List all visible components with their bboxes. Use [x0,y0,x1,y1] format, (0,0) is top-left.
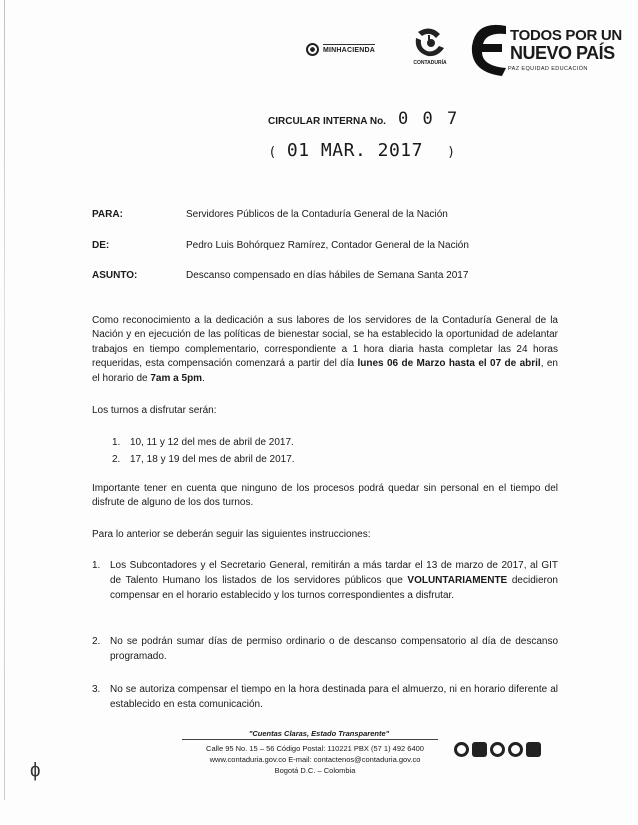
logo-tagline: PAZ EQUIDAD EDUCACIÓN [508,66,588,72]
intro-text-end: . [202,372,205,384]
date-close-paren-icon: ) [448,145,454,160]
list-item [112,451,295,468]
instruction-2 [92,634,558,664]
turnos-intro: Los turnos a disfrutar serán: [92,405,217,416]
seal-icon [306,43,319,56]
para-row [92,209,448,220]
para-value: Servidores Públicos de la Contaduría General de la Nación [186,209,448,220]
de-label: DE: [92,240,110,251]
list-item-number: 2. [112,454,121,465]
certification-seal-icon [508,742,523,757]
certification-badge-icon [526,742,541,757]
instr1-text-start: Los Subcontadores y el Secretario General, remitirán a más tardar el 13 de marzo de 2017, al GIT de Talento Humano los listados de los servidores públicos que [110,560,558,586]
footer-slogan: "Cuentas Claras, Estado Transparente" [248,729,390,738]
footer-address: Calle 95 No. 15 – 56 Código Postal: 110221 PBX (57 1) 492 6400 [206,744,424,753]
logo-line-2: NUEVO PAÍS [510,43,615,63]
asunto-label: ASUNTO: [92,270,138,281]
scan-edge-line [4,0,5,800]
list-item-text: 10, 11 y 12 del mes de abril de 2017. [130,437,294,448]
intro-bold-hours: 7am a 5pm [150,372,203,384]
footer-contact [180,743,450,776]
intro-text-mid: , en el horario de [92,358,558,384]
certification-seal-icon [454,742,469,757]
minhacienda-logo [306,38,396,60]
intro-paragraph [92,314,558,386]
turnos-list [112,434,295,468]
circular-number: 0 0 7 [398,109,460,129]
instruction-3 [92,682,558,712]
contaduria-logo-text: CONTADURÍA [413,60,447,66]
de-value: Pedro Luis Bohórquez Ramírez, Contador General de la Nación [186,240,469,251]
instruction-text: No se autoriza compensar el tiempo en la hora destinada para el almuerzo, ni en horario diferente al establecido en esta comunicación. [110,684,558,710]
contaduria-emblem-icon [408,26,452,60]
nuevo-pais-e-icon [468,22,510,78]
circular-title: CIRCULAR INTERNA No. [268,116,386,127]
footer-web-email: www.contaduria.gov.co E-mail: contactenos@contaduria.gov.co [209,755,421,764]
instr1-text-end: decidieron compensar en el horario establecido y los turnos correspondientes a disfrutar. [110,575,558,601]
instruction-text: No se podrán sumar días de permiso ordinario o de descanso compensatorio al día de descanso programado. [110,636,558,662]
list-item-text: 17, 18 y 19 del mes de abril de 2017. [130,454,295,465]
instruction-1 [92,558,558,603]
handwritten-mark-icon: ᶲ [30,758,41,789]
instruction-text [92,558,558,603]
footer-city: Bogotá D.C. – Colombia [274,766,356,775]
contaduria-logo [408,26,452,72]
para-label: PARA: [92,209,123,220]
logo-line-1: TODOS POR UN [510,27,622,44]
certification-badge-icon [472,742,487,757]
instruction-number: 1. [92,560,101,571]
asunto-value: Descanso compensado en días hábiles de Semana Santa 2017 [186,270,469,281]
certification-logos [454,742,541,757]
intro-text-start: Como reconocimiento a la dedicación a sus labores de los servidores de la Contaduría General de la Nación y en ejecución de las políticas de bienestar social, se ha establecido la oportunidad de adelantar trabajos en tiempo complementario, correspondiente a 1 hora diaria hasta completar las 24 horas requeridas, esta compensación comenzará a partir del día [92,315,558,370]
importante-paragraph: Importante tener en cuenta que ninguno de los procesos podrá quedar sin personal en el tiempo del disfrute de alguno de los dos turnos. [92,483,558,509]
certification-seal-icon [490,742,505,757]
list-item-number: 1. [112,437,121,448]
date-open-paren-icon: ( [270,145,276,160]
instruction-number: 3. [92,684,101,695]
date-stamp-text: 01 MAR. 2017 [286,140,423,161]
footer-divider [182,739,438,740]
minhacienda-logo-text: MINHACIENDA [323,44,375,54]
intro-bold-dates: lunes 06 de Marzo hasta el 07 de abril [357,358,541,370]
de-row [92,240,469,251]
todos-por-un-nuevo-pais-logo [468,20,628,80]
instruction-number: 2. [92,636,101,647]
instr1-bold: VOLUNTARIAMENTE [407,575,508,586]
asunto-row [92,270,468,281]
instrucciones-intro: Para lo anterior se deberán seguir las siguientes instrucciones: [92,529,371,540]
date-stamp [270,140,454,161]
list-item [112,434,295,451]
